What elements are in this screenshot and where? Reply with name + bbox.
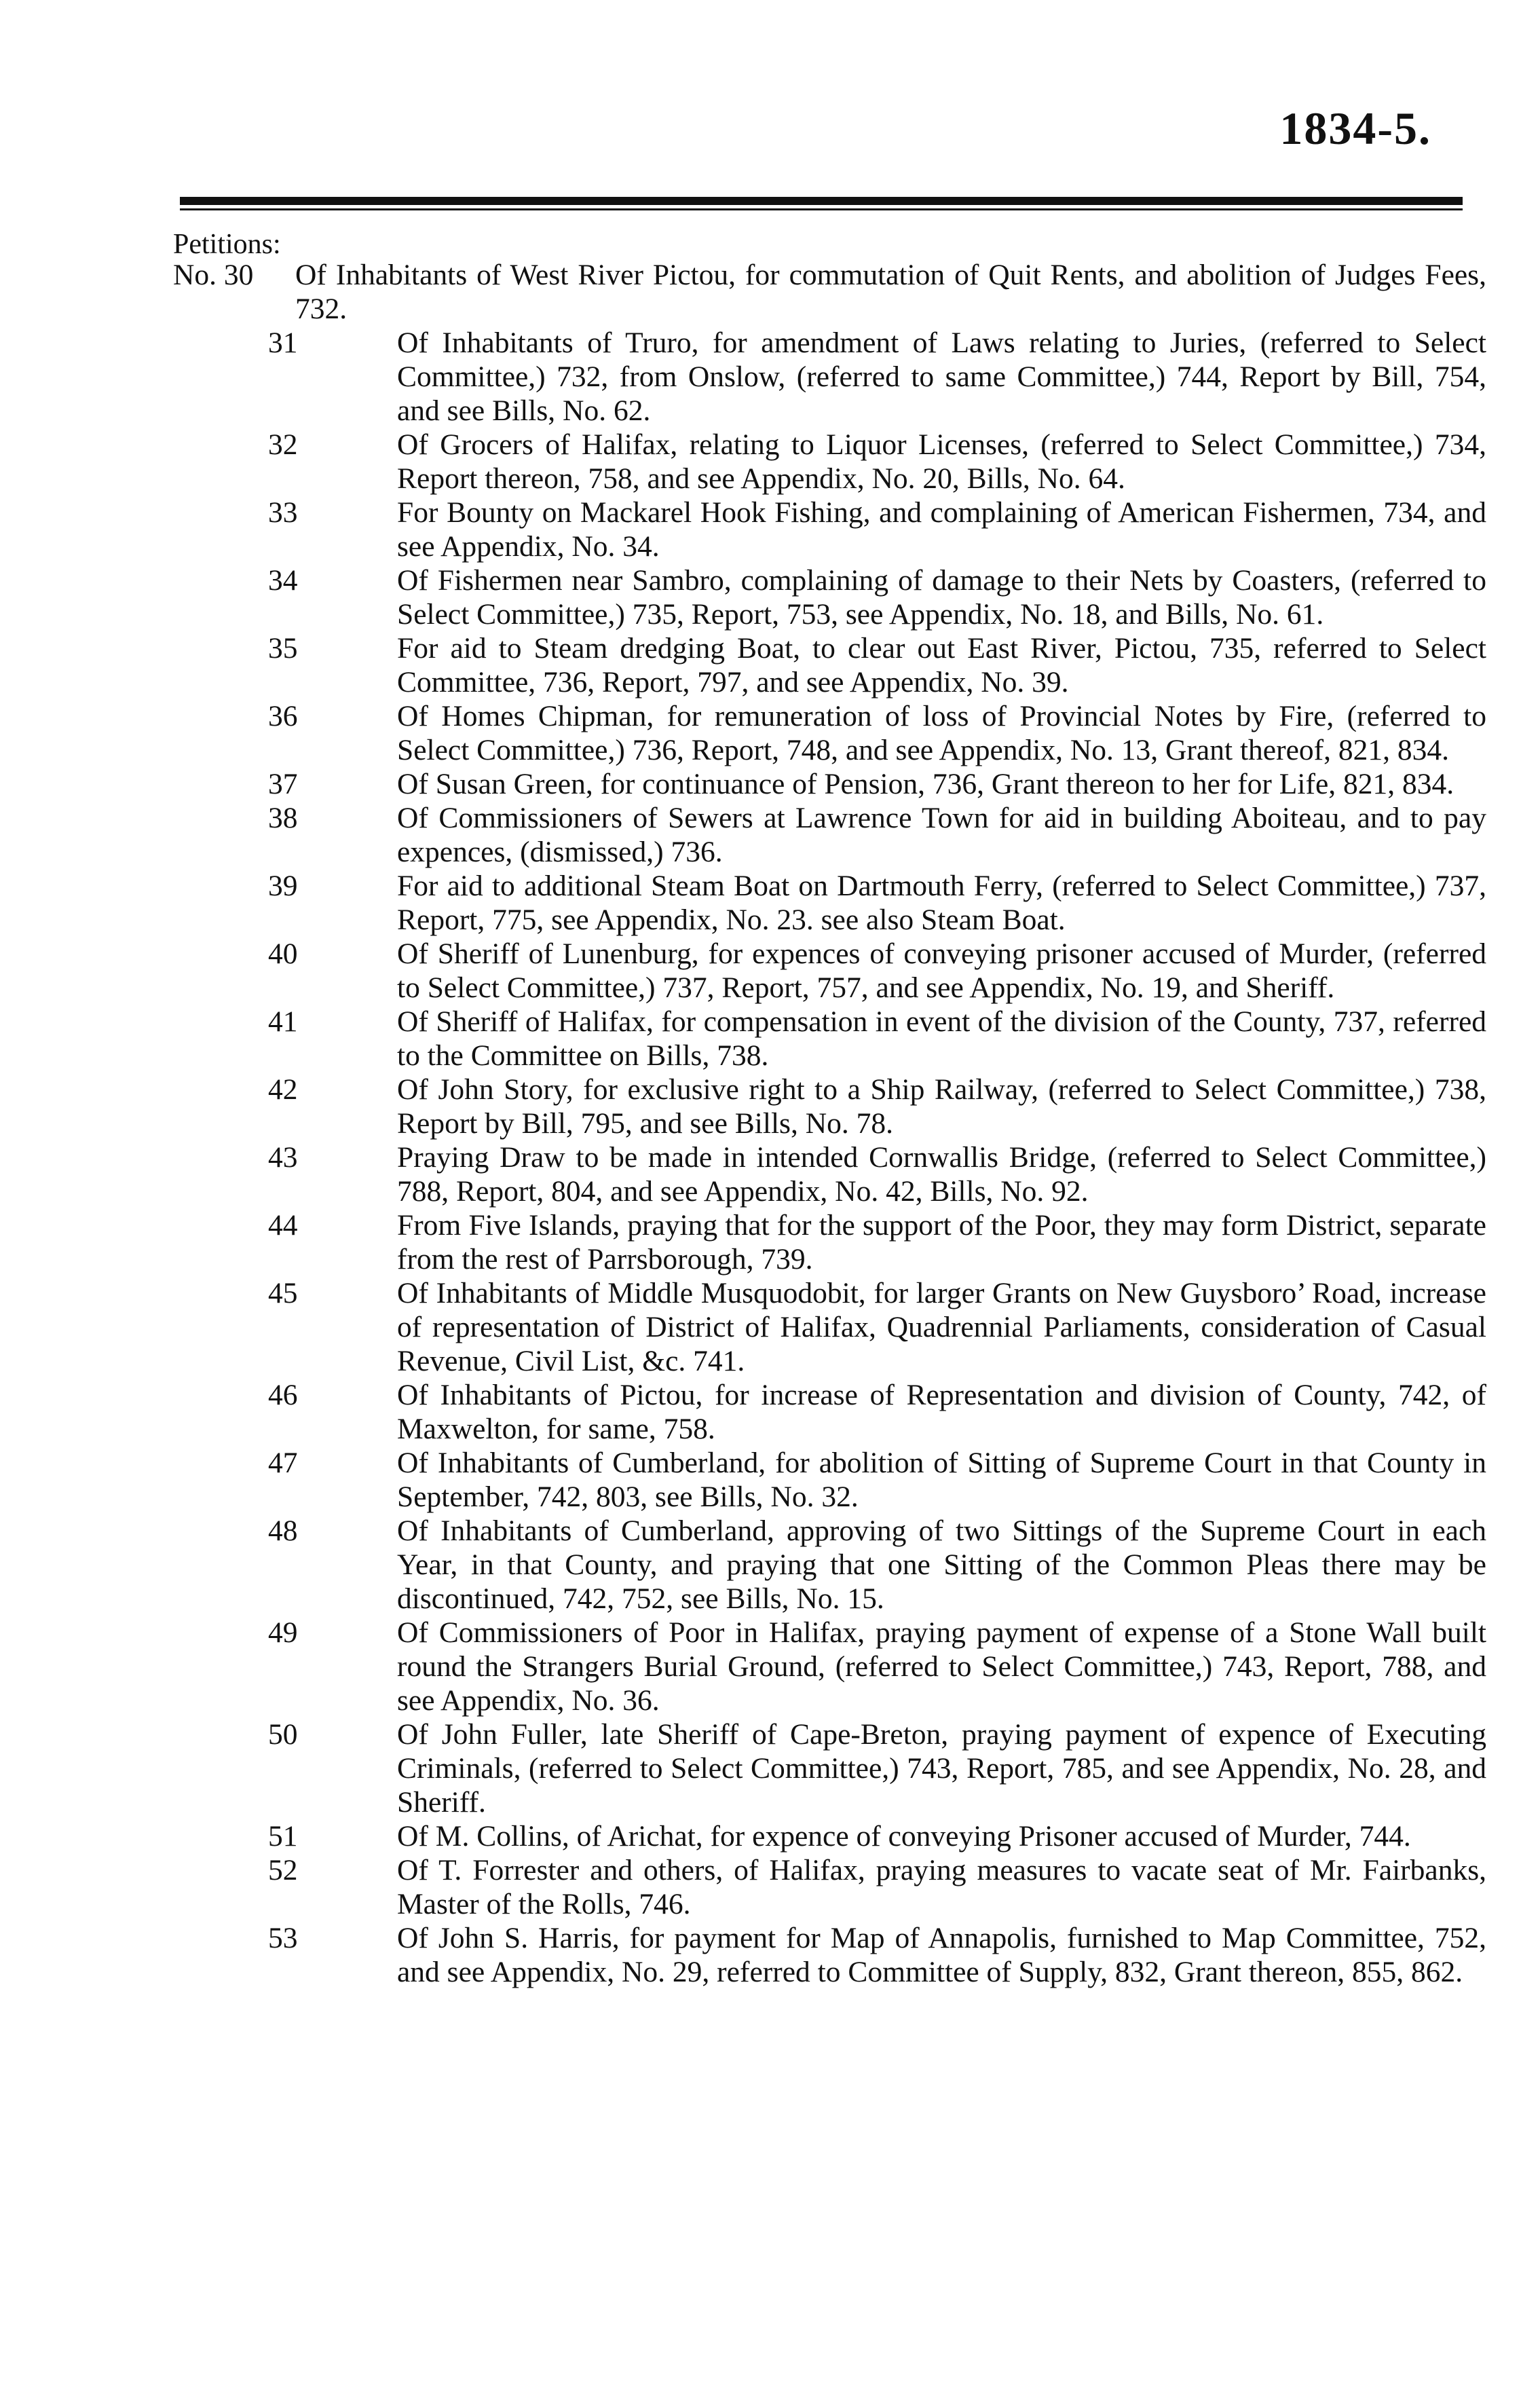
entry-number: 43 [268,1141,298,1174]
entry-text: For aid to Steam dredging Boat, to clear out East River, Pictou, 735, referred to Select Committee, 736, Report, 797, and see Appendix, No. 39. [397,632,1486,699]
entry-text: Of Inhabitants of Cumberland, for abolition of Sitting of Supreme Court in that County in September, 742, 803, see Bills, No. 32. [397,1447,1486,1513]
entry-text: Of Fishermen near Sambro, complaining of damage to their Nets by Coasters, (referred to Select Committee,) 735, Report, 753, see Appendix, No. 18, and Bills, No. 61. [397,564,1486,631]
entry-number: 32 [268,428,298,461]
petition-entry [173,1140,1486,1208]
petition-entry [173,937,1486,1005]
entry-text: Of Inhabitants of Pictou, for increase of Representation and division of County, 742, of Maxwelton, for same, 758. [397,1379,1486,1445]
entry-number: 37 [268,768,298,800]
petition-entry [173,699,1486,767]
entry-text: For aid to additional Steam Boat on Dartmouth Ferry, (referred to Select Committee,) 737, Report, 775, see Appendix, No. 23. see also Steam Boat. [397,870,1486,936]
entry-number: 48 [268,1514,298,1547]
entry-text: Of John S. Harris, for payment for Map of Annapolis, furnished to Map Committee, 752, and see Appendix, No. 29, referred to Committee of Supply, 832, Grant thereon, 855, 862. [397,1922,1486,1988]
petition-entry [173,1819,1486,1853]
entry-text: From Five Islands, praying that for the support of the Poor, they may form District, separate from the rest of Parrsborough, 739. [397,1209,1486,1276]
entry-text: Of T. Forrester and others, of Halifax, praying measures to vacate seat of Mr. Fairbanks, Master of the Rolls, 746. [397,1854,1486,1920]
petition-entry [173,1276,1486,1378]
entry-text: For Bounty on Mackarel Hook Fishing, and complaining of American Fishermen, 734, and see Appendix, No. 34. [397,496,1486,563]
entry-number: 41 [268,1005,298,1038]
entry-text: Of John Story, for exclusive right to a Ship Railway, (referred to Select Committee,) 738, Report by Bill, 795, and see Bills, No. 78. [397,1073,1486,1140]
entry-number: 38 [268,802,298,834]
header-rule-thick [180,197,1463,205]
entry-number: 34 [268,564,298,597]
entry-number: 35 [268,632,298,665]
petition-entry [173,801,1486,869]
entry-number: 52 [268,1854,298,1886]
entry-text: Of John Fuller, late Sheriff of Cape-Breton, praying payment of expence of Executing Criminals, (referred to Select Committee,) 743, Report, 785, and see Appendix, No. 28, and Sheriff. [397,1718,1486,1819]
entry-text: Of Inhabitants of West River Pictou, for commutation of Quit Rents, and abolition of Judges Fees, 732. [295,259,1486,325]
petition-entry [173,1378,1486,1446]
page-header: 1834-5. [1279,103,1431,154]
entry-number: 33 [268,496,298,529]
entry-number: 31 [268,327,298,359]
petition-entry [173,258,1486,326]
section-label: Petitions: [173,229,281,260]
entry-text: Of Grocers of Halifax, relating to Liquor Licenses, (referred to Select Committee,) 734, Report thereon, 758, and see Appendix, No. 20, Bills, No. 64. [397,428,1486,495]
petition-entry [173,1921,1486,1989]
header-rule-thin [180,208,1463,210]
entry-number: 42 [268,1073,298,1106]
entry-number: 47 [268,1447,298,1479]
entry-text: Of Commissioners of Poor in Halifax, praying payment of expense of a Stone Wall built round the Strangers Burial Ground, (referred to Select Committee,) 743, Report, 788, and see Appendix, No. 36. [397,1616,1486,1717]
entry-number: 44 [268,1209,298,1242]
entry-number: 36 [268,700,298,732]
petition-entry [173,631,1486,699]
petition-entry [173,563,1486,631]
entry-text: Of Inhabitants of Truro, for amendment of Laws relating to Juries, (referred to Select Committee,) 732, from Onslow, (referred to same Committee,) 744, Report by Bill, 754, and see Bills, No. 62. [397,327,1486,427]
entry-number: 50 [268,1718,298,1751]
entry-number: 39 [268,870,298,902]
petition-entry [173,1616,1486,1717]
entry-number: 53 [268,1922,298,1954]
petition-entry [173,1514,1486,1616]
petition-entry [173,1717,1486,1819]
entry-text: Of M. Collins, of Arichat, for expence of conveying Prisoner accused of Murder, 744. [397,1820,1411,1853]
petition-entry [173,869,1486,937]
entry-text: Of Sheriff of Lunenburg, for expences of conveying prisoner accused of Murder, (referred to Select Committee,) 737, Report, 757, and see Appendix, No. 19, and Sheriff. [397,937,1486,1004]
petition-entry [173,428,1486,496]
petition-entry [173,1446,1486,1514]
petition-entry [173,496,1486,563]
entry-text: Of Homes Chipman, for remuneration of loss of Provincial Notes by Fire, (referred to Select Committee,) 736, Report, 748, and see Appendix, No. 13, Grant thereof, 821, 834. [397,700,1486,766]
entry-number: 51 [268,1820,298,1853]
entry-text: Of Sheriff of Halifax, for compensation in event of the division of the County, 737, referred to the Committee on Bills, 738. [397,1005,1486,1072]
entry-text: Of Susan Green, for continuance of Pension, 736, Grant thereon to her for Life, 821, 834. [397,768,1454,800]
petition-entry [173,1005,1486,1073]
entry-text: Of Commissioners of Sewers at Lawrence Town for aid in building Aboiteau, and to pay expences, (dismissed,) 736. [397,802,1486,868]
petition-entry [173,1208,1486,1276]
entry-text: Of Inhabitants of Cumberland, approving of two Sittings of the Supreme Court in each Year, in that County, and praying that one Sitting of the Common Pleas there may be discontinued, 742, 752, see Bills, No. 15. [397,1514,1486,1615]
entry-number: 49 [268,1616,298,1649]
petition-list [173,258,1486,1989]
entry-number: 45 [268,1277,298,1309]
entry-number: No. 30 [173,259,254,291]
entry-text: Of Inhabitants of Middle Musquodobit, for larger Grants on New Guysboro’ Road, increase of representation of District of Halifax, Quadrennial Parliaments, consideration of Casual Revenue, Civil List, &c. 741. [397,1277,1486,1377]
entry-number: 46 [268,1379,298,1411]
petition-entry [173,1073,1486,1140]
entry-text: Praying Draw to be made in intended Cornwallis Bridge, (referred to Select Committee,) 788, Report, 804, and see Appendix, No. 42, Bills, No. 92. [397,1141,1486,1208]
petition-entry [173,326,1486,428]
petition-entry [173,1853,1486,1921]
entry-number: 40 [268,937,298,970]
petition-entry [173,767,1486,801]
